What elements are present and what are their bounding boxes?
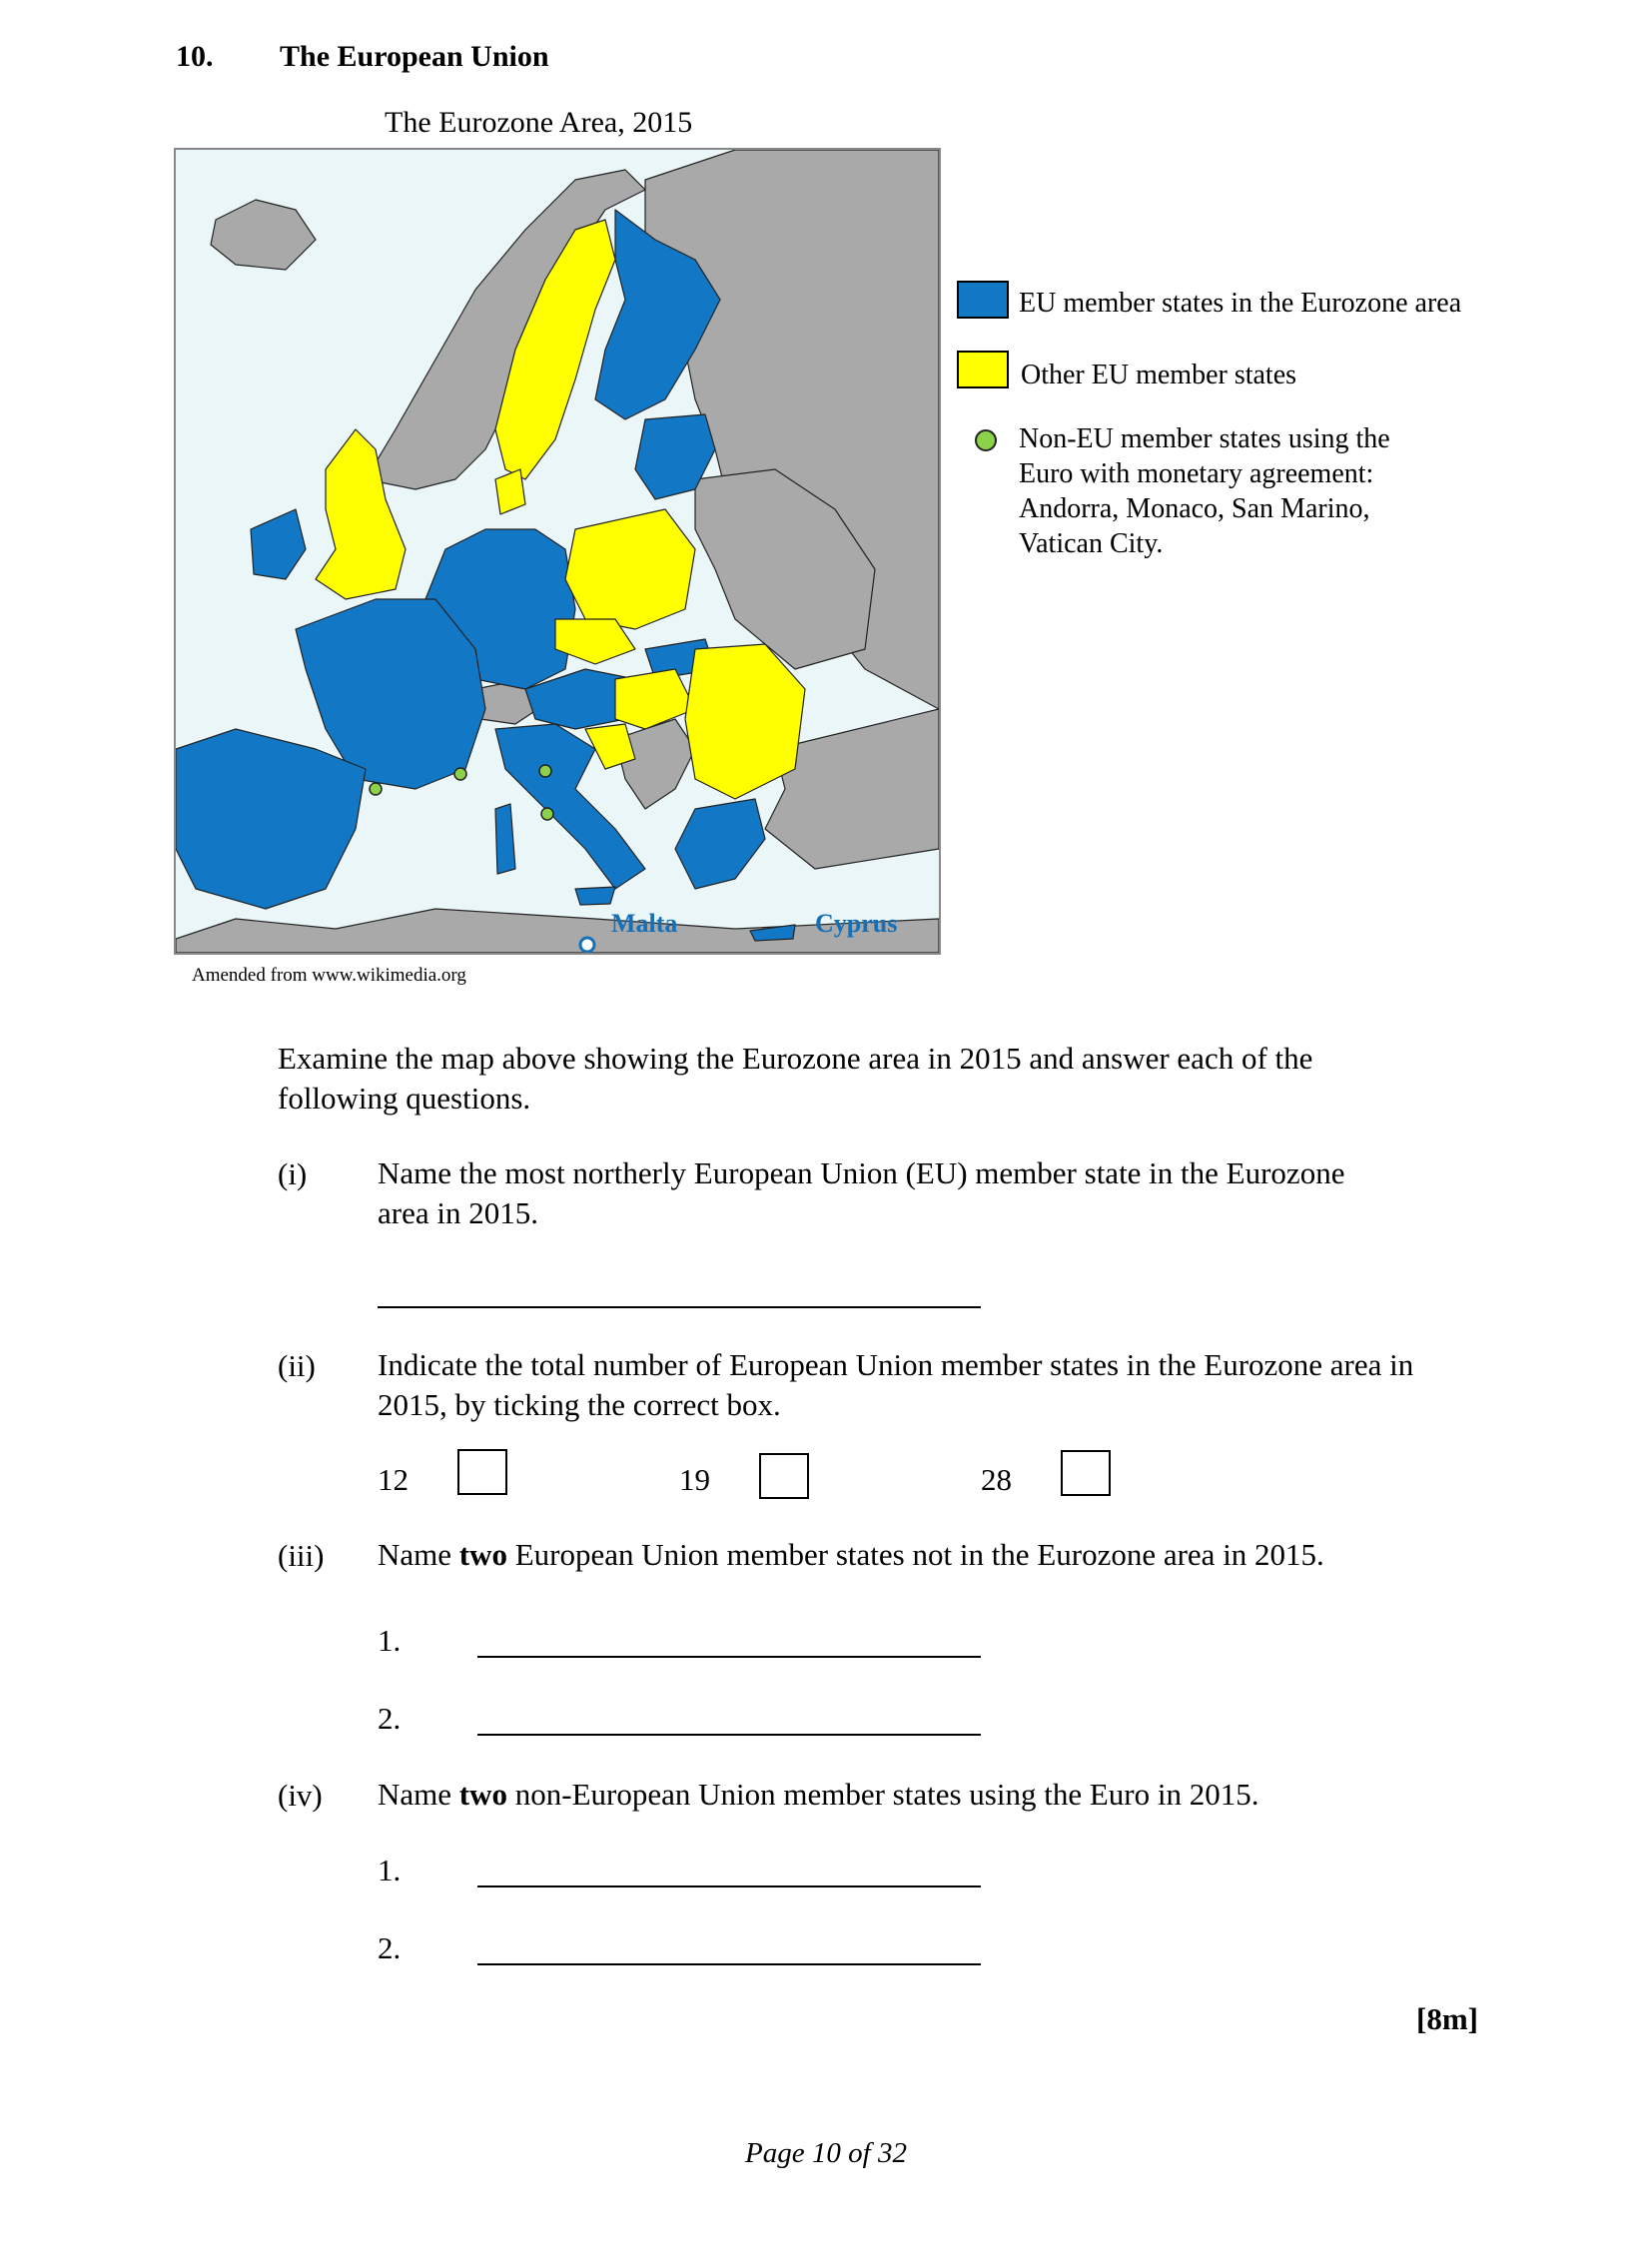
- part-iii-text: [378, 1535, 1324, 1575]
- legend-other-eu-label: Other EU member states: [1021, 360, 1297, 390]
- part-i-line: area in 2015.: [378, 1195, 538, 1230]
- intro-text: [278, 1039, 1312, 1119]
- map-region-sicily: [575, 887, 615, 905]
- legend-agreement-line: Euro with monetary agreement:: [1019, 458, 1374, 489]
- cyprus-label: Cyprus: [815, 909, 898, 938]
- part-iii-item-2-label: 2.: [378, 1701, 402, 1736]
- part-iv-text-end: non-European Union member states using the Euro in 2015.: [507, 1777, 1259, 1812]
- map-illustration: [176, 150, 939, 953]
- map-region-iceland: [211, 200, 316, 270]
- map-region-greece: [675, 799, 765, 889]
- map-credit: Amended from www.wikimedia.org: [192, 965, 466, 986]
- map-region-corsica-sardinia: [495, 804, 515, 874]
- part-iv-item-1-label: 1.: [378, 1853, 402, 1887]
- marks-allocation: [8m]: [1416, 2001, 1478, 2036]
- option-28-tick-box[interactable]: [1061, 1450, 1111, 1496]
- part-i-answer-line[interactable]: [378, 1306, 981, 1308]
- legend-agreement-line: Vatican City.: [1019, 528, 1164, 559]
- part-iii-emphasis: two: [458, 1537, 507, 1572]
- map-title: The Eurozone Area, 2015: [385, 106, 693, 139]
- malta-label: Malta: [611, 909, 678, 938]
- map-region-poland: [565, 509, 695, 629]
- part-iv-answer-2-line[interactable]: [477, 1963, 981, 1965]
- option-19-label: 19: [679, 1462, 710, 1497]
- option-28-label: 28: [981, 1462, 1012, 1497]
- eurozone-map: [174, 148, 941, 955]
- part-iii-answer-1-line[interactable]: [477, 1656, 981, 1658]
- malta-marker: [580, 938, 594, 952]
- monaco-dot: [454, 768, 466, 780]
- map-region-ireland: [251, 509, 306, 579]
- part-iii-text-start: Name: [378, 1537, 459, 1572]
- legend-agreement-line: Andorra, Monaco, San Marino,: [1019, 493, 1370, 524]
- legend-eurozone-label: EU member states in the Eurozone area: [1019, 288, 1462, 319]
- part-iii-answer-2-line[interactable]: [477, 1734, 981, 1736]
- part-ii-text: [378, 1345, 1413, 1425]
- legend-agreement-line: Non-EU member states using the: [1019, 423, 1390, 454]
- question-title: The European Union: [280, 40, 549, 73]
- legend-agreement-dot: [975, 429, 997, 451]
- part-iv-text: [378, 1775, 1258, 1815]
- san-marino-dot: [539, 765, 551, 777]
- andorra-dot: [370, 783, 382, 795]
- page-footer: Page 10 of 32: [745, 2137, 907, 2169]
- part-ii-line: Indicate the total number of European Union member states in the Eurozone area in: [378, 1347, 1414, 1382]
- intro-line: following questions.: [278, 1081, 531, 1116]
- part-iv-number: (iv): [278, 1778, 323, 1813]
- map-region-denmark: [495, 469, 525, 514]
- intro-line: Examine the map above showing the Eurozone area in 2015 and answer each of the: [278, 1041, 1313, 1076]
- option-12-label: 12: [378, 1462, 409, 1497]
- legend-agreement-text: [1019, 421, 1390, 561]
- part-iii-number: (iii): [278, 1538, 325, 1573]
- legend-other-eu-swatch: [957, 351, 1009, 388]
- option-19-tick-box[interactable]: [759, 1453, 809, 1499]
- legend-eurozone-swatch: [957, 281, 1009, 319]
- map-region-hungary: [615, 669, 695, 729]
- question-number: 10.: [176, 40, 214, 73]
- part-iv-emphasis: two: [458, 1777, 507, 1812]
- map-region-iberia: [176, 729, 366, 909]
- part-i-text: [378, 1153, 1344, 1233]
- part-iii-text-end: European Union member states not in the Eurozone area in 2015.: [507, 1537, 1324, 1572]
- part-i-number: (i): [278, 1156, 308, 1191]
- vatican-dot: [541, 808, 553, 820]
- part-iv-answer-1-line[interactable]: [477, 1885, 981, 1887]
- part-i-line: Name the most northerly European Union (EU) member state in the Eurozone: [378, 1155, 1345, 1190]
- part-iii-item-1-label: 1.: [378, 1623, 402, 1658]
- part-iv-item-2-label: 2.: [378, 1930, 402, 1965]
- part-ii-line: 2015, by ticking the correct box.: [378, 1387, 781, 1422]
- part-iv-text-start: Name: [378, 1777, 459, 1812]
- part-ii-number: (ii): [278, 1348, 316, 1383]
- option-12-tick-box[interactable]: [457, 1449, 507, 1495]
